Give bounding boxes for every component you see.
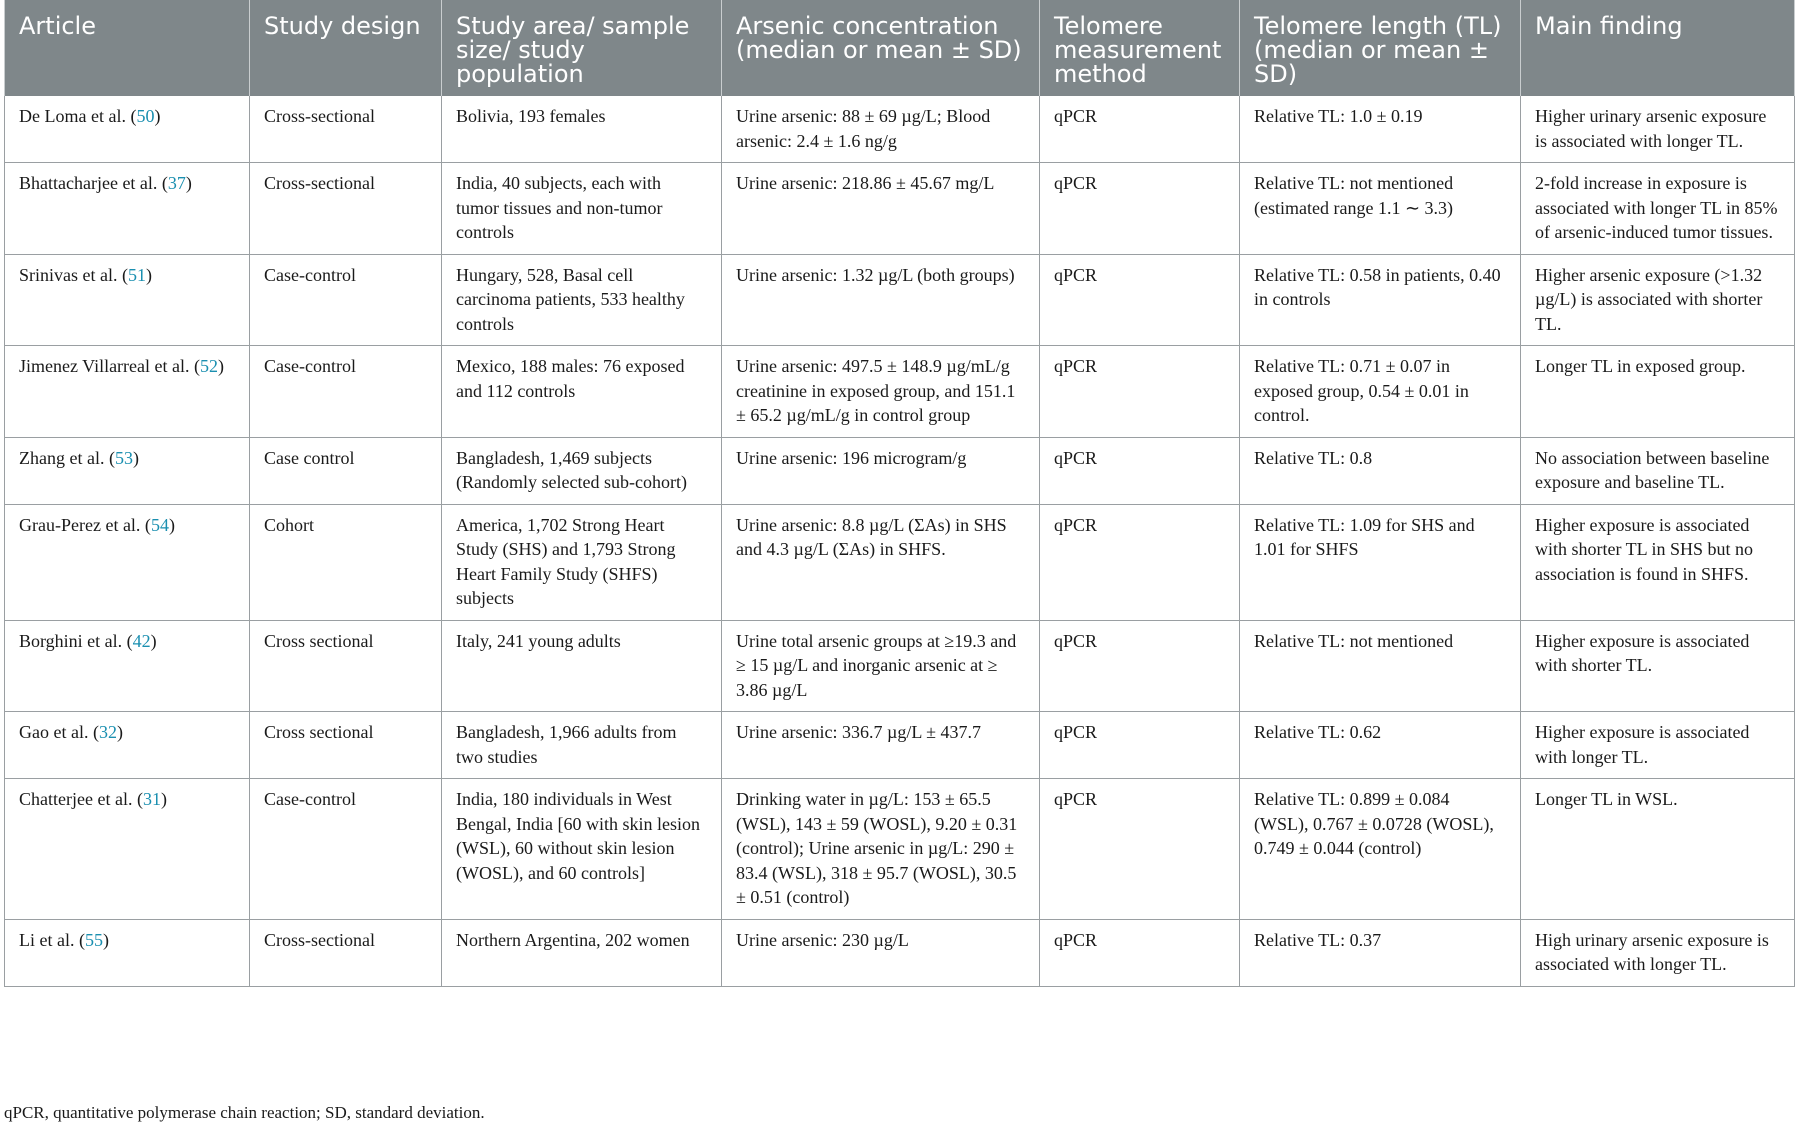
cell-finding: High urinary arsenic exposure is associated with longer TL. xyxy=(1521,919,1795,986)
reference-link[interactable]: 37 xyxy=(167,173,186,193)
cell-telomere-length: Relative TL: 0.62 xyxy=(1240,712,1521,779)
reference-link[interactable]: 50 xyxy=(136,106,155,126)
cell-area: Italy, 241 young adults xyxy=(442,620,722,712)
cell-article: Gao et al. (32) xyxy=(5,712,250,779)
cell-area: Bolivia, 193 females xyxy=(442,96,722,163)
cell-finding: Higher exposure is associated with shorter TL. xyxy=(1521,620,1795,712)
author-text: Srinivas et al. ( xyxy=(19,264,128,285)
table-row xyxy=(5,254,1795,346)
cell-telomere-length: Relative TL: 0.58 in patients, 0.40 in controls xyxy=(1240,254,1521,346)
author-text: Zhang et al. ( xyxy=(19,447,115,468)
header-telomere-method: Telomere measurement method xyxy=(1040,0,1240,96)
header-telomere-length: Telomere length (TL) (median or mean ± SD) xyxy=(1240,0,1521,96)
cell-telomere-length: Relative TL: 1.09 for SHS and 1.01 for SHFS xyxy=(1240,504,1521,620)
cell-arsenic: Drinking water in µg/L: 153 ± 65.5 (WSL), 143 ± 59 (WOSL), 9.20 ± 0.31 (control); Urine arsenic in µg/L: 290 ± 83.4 (WSL), 318 ± 95.7 (WOSL), 30.5 ± 0.51 (control) xyxy=(722,779,1040,920)
cell-design: Cohort xyxy=(250,504,442,620)
table-row xyxy=(5,504,1795,620)
cell-arsenic: Urine arsenic: 218.86 ± 45.67 mg/L xyxy=(722,163,1040,255)
author-text: Borghini et al. ( xyxy=(19,630,133,651)
cell-arsenic: Urine total arsenic groups at ≥19.3 and ≥ 15 µg/L and inorganic arsenic at ≥ 3.86 µg/L xyxy=(722,620,1040,712)
cell-article: Bhattacharjee et al. (37) xyxy=(5,163,250,255)
cell-area: Bangladesh, 1,966 adults from two studies xyxy=(442,712,722,779)
author-text: Grau-Perez et al. ( xyxy=(19,514,151,535)
table-row xyxy=(5,712,1795,779)
cell-method: qPCR xyxy=(1040,919,1240,986)
cell-design: Cross-sectional xyxy=(250,163,442,255)
reference-link[interactable]: 32 xyxy=(98,722,117,742)
cell-finding: Higher exposure is associated with longer TL. xyxy=(1521,712,1795,779)
header-study-design: Study design xyxy=(250,0,442,96)
header-main-finding: Main finding xyxy=(1521,0,1795,96)
cell-finding: Longer TL in exposed group. xyxy=(1521,346,1795,438)
cell-design: Case-control xyxy=(250,346,442,438)
cell-arsenic: Urine arsenic: 88 ± 69 µg/L; Blood arsenic: 2.4 ± 1.6 ng/g xyxy=(722,96,1040,163)
cell-finding: Higher arsenic exposure (>1.32 µg/L) is associated with shorter TL. xyxy=(1521,254,1795,346)
cell-area: India, 180 individuals in West Bengal, India [60 with skin lesion (WSL), 60 without skin lesion (WOSL), and 60 controls] xyxy=(442,779,722,920)
reference-link[interactable]: 52 xyxy=(200,356,219,376)
cell-design: Case-control xyxy=(250,779,442,920)
cell-article: Grau-Perez et al. (54) xyxy=(5,504,250,620)
cell-article: Srinivas et al. (51) xyxy=(5,254,250,346)
cell-area: Mexico, 188 males: 76 exposed and 112 controls xyxy=(442,346,722,438)
cell-method: qPCR xyxy=(1040,620,1240,712)
cell-arsenic: Urine arsenic: 8.8 µg/L (ΣAs) in SHS and 4.3 µg/L (ΣAs) in SHFS. xyxy=(722,504,1040,620)
cell-method: qPCR xyxy=(1040,712,1240,779)
cell-design: Cross-sectional xyxy=(250,919,442,986)
cell-arsenic: Urine arsenic: 230 µg/L xyxy=(722,919,1040,986)
reference-link[interactable]: 42 xyxy=(132,630,151,651)
cell-arsenic: Urine arsenic: 497.5 ± 148.9 µg/mL/g creatinine in exposed group, and 151.1 ± 65.2 µg/mL/g in control group xyxy=(722,346,1040,438)
cell-method: qPCR xyxy=(1040,437,1240,504)
cell-area: Northern Argentina, 202 women xyxy=(442,919,722,986)
cell-method: qPCR xyxy=(1040,163,1240,255)
cell-telomere-length: Relative TL: 0.71 ± 0.07 in exposed group, 0.54 ± 0.01 in control. xyxy=(1240,346,1521,438)
table-row xyxy=(5,96,1795,163)
table-row xyxy=(5,919,1795,986)
cell-telomere-length: Relative TL: 1.0 ± 0.19 xyxy=(1240,96,1521,163)
cell-article: Li et al. (55) xyxy=(5,919,250,986)
table-row xyxy=(5,620,1795,712)
author-text: Jimenez Villarreal et al. ( xyxy=(19,356,201,376)
table-row xyxy=(5,346,1795,438)
cell-design: Cross sectional xyxy=(250,620,442,712)
reference-link[interactable]: 31 xyxy=(142,789,161,809)
reference-link[interactable]: 51 xyxy=(127,264,146,285)
studies-table xyxy=(4,0,1795,987)
cell-telomere-length: Relative TL: not mentioned xyxy=(1240,620,1521,712)
header-article: Article xyxy=(5,0,250,96)
cell-telomere-length: Relative TL: 0.37 xyxy=(1240,919,1521,986)
header-study-area: Study area/ sample size/ study population xyxy=(442,0,722,96)
table-header xyxy=(5,0,1795,96)
author-text: De Loma et al. ( xyxy=(19,106,137,126)
cell-method: qPCR xyxy=(1040,779,1240,920)
cell-method: qPCR xyxy=(1040,96,1240,163)
cell-design: Cross sectional xyxy=(250,712,442,779)
cell-finding: No association between baseline exposure and baseline TL. xyxy=(1521,437,1795,504)
cell-area: India, 40 subjects, each with tumor tissues and non-tumor controls xyxy=(442,163,722,255)
cell-design: Case control xyxy=(250,437,442,504)
author-text: Li et al. ( xyxy=(19,929,85,950)
cell-arsenic: Urine arsenic: 1.32 µg/L (both groups) xyxy=(722,254,1040,346)
cell-article: Chatterjee et al. (31) xyxy=(5,779,250,920)
table-body xyxy=(5,96,1795,987)
cell-finding: Higher exposure is associated with shorter TL in SHS but no association is found in SHFS. xyxy=(1521,504,1795,620)
cell-area: Hungary, 528, Basal cell carcinoma patients, 533 healthy controls xyxy=(442,254,722,346)
reference-link[interactable]: 55 xyxy=(84,929,103,950)
table-row xyxy=(5,163,1795,255)
cell-arsenic: Urine arsenic: 336.7 µg/L ± 437.7 xyxy=(722,712,1040,779)
cell-method: qPCR xyxy=(1040,504,1240,620)
table-footnote: qPCR, quantitative polymerase chain reaction; SD, standard deviation. xyxy=(4,1103,485,1122)
table-row xyxy=(5,779,1795,920)
author-text: Bhattacharjee et al. ( xyxy=(19,173,168,193)
cell-area: America, 1,702 Strong Heart Study (SHS) and 1,793 Strong Heart Family Study (SHFS) subjects xyxy=(442,504,722,620)
cell-finding: Higher urinary arsenic exposure is associated with longer TL. xyxy=(1521,96,1795,163)
cell-article: Jimenez Villarreal et al. (52) xyxy=(5,346,250,438)
reference-link[interactable]: 53 xyxy=(114,447,133,468)
table-row xyxy=(5,437,1795,504)
cell-finding: Longer TL in WSL. xyxy=(1521,779,1795,920)
cell-article: Zhang et al. (53) xyxy=(5,437,250,504)
cell-telomere-length: Relative TL: 0.899 ± 0.084 (WSL), 0.767 ± 0.0728 (WOSL), 0.749 ± 0.044 (control) xyxy=(1240,779,1521,920)
table-container xyxy=(4,0,1794,987)
reference-link[interactable]: 54 xyxy=(150,514,169,535)
cell-area: Bangladesh, 1,469 subjects (Randomly selected sub-cohort) xyxy=(442,437,722,504)
cell-article: De Loma et al. (50) xyxy=(5,96,250,163)
cell-article: Borghini et al. (42) xyxy=(5,620,250,712)
cell-design: Case-control xyxy=(250,254,442,346)
cell-telomere-length: Relative TL: not mentioned (estimated range 1.1 ∼ 3.3) xyxy=(1240,163,1521,255)
header-arsenic-concentration: Arsenic concentration (median or mean ± SD) xyxy=(722,0,1040,96)
cell-design: Cross-sectional xyxy=(250,96,442,163)
author-text: Chatterjee et al. ( xyxy=(19,789,143,809)
cell-telomere-length: Relative TL: 0.8 xyxy=(1240,437,1521,504)
cell-method: qPCR xyxy=(1040,346,1240,438)
cell-arsenic: Urine arsenic: 196 microgram/g xyxy=(722,437,1040,504)
cell-method: qPCR xyxy=(1040,254,1240,346)
author-text: Gao et al. ( xyxy=(19,722,99,742)
cell-finding: 2-fold increase in exposure is associated with longer TL in 85% of arsenic-induced tumor tissues. xyxy=(1521,163,1795,255)
header-row xyxy=(5,0,1795,96)
